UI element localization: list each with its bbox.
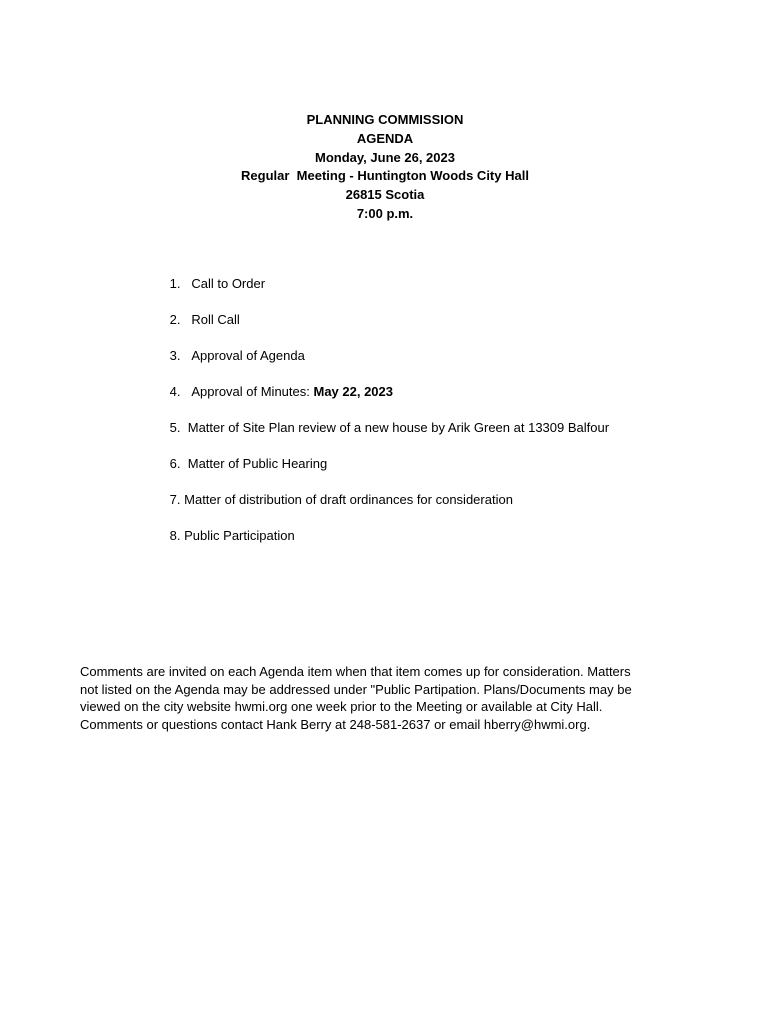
agenda-item-text: Approval of Agenda [191,348,305,363]
agenda-item [148,512,295,560]
header-meeting-location: Regular Meeting - Huntington Woods City Hall [241,168,529,184]
agenda-item-text: Approval of Minutes: [191,384,314,399]
agenda-item-number: 6. [169,456,181,471]
agenda-item-number: 2. [169,312,181,327]
comments-paragraph [80,663,690,733]
agenda-item-text: Matter of Site Plan review of a new house by Arik Green at 13309 Balfour [187,420,610,435]
comments-line: viewed on the city website hwmi.org one week prior to the Meeting or available at City Hall. [80,699,603,715]
agenda-item-number: 5. [169,420,181,435]
agenda-item-number: 3. [169,348,181,363]
comments-line: not listed on the Agenda may be addressed under "Public Partipation. Plans/Documents may be [80,681,632,697]
header-meeting-time: 7:00 p.m. [356,205,414,221]
agenda-item-number: 8. [169,528,181,543]
agenda-item-text: Matter of distribution of draft ordinances for consideration [184,492,513,507]
agenda-item-text: Public Participation [184,528,295,543]
header-agenda-title: AGENDA [356,130,414,146]
agenda-item-text: Matter of Public Hearing [187,456,328,471]
agenda-item-number: 7. [169,492,181,507]
agenda-item-number: 1. [169,276,181,291]
comments-line: Comments or questions contact Hank Berry at 248-581-2637 or email hberry@hwmi.org. [80,716,591,732]
agenda-item-number: 4. [169,384,181,399]
header-commission-title: PLANNING COMMISSION [306,112,464,127]
header-meeting-date: Monday, June 26, 2023 [315,149,455,165]
agenda-item-text: Roll Call [191,312,240,327]
agenda-item-date: May 22, 2023 [313,384,393,399]
agenda-item-text: Call to Order [191,276,266,291]
comments-line: Comments are invited on each Agenda item when that item comes up for consideration. Matters [80,664,631,679]
header-address: 26815 Scotia [345,187,425,203]
